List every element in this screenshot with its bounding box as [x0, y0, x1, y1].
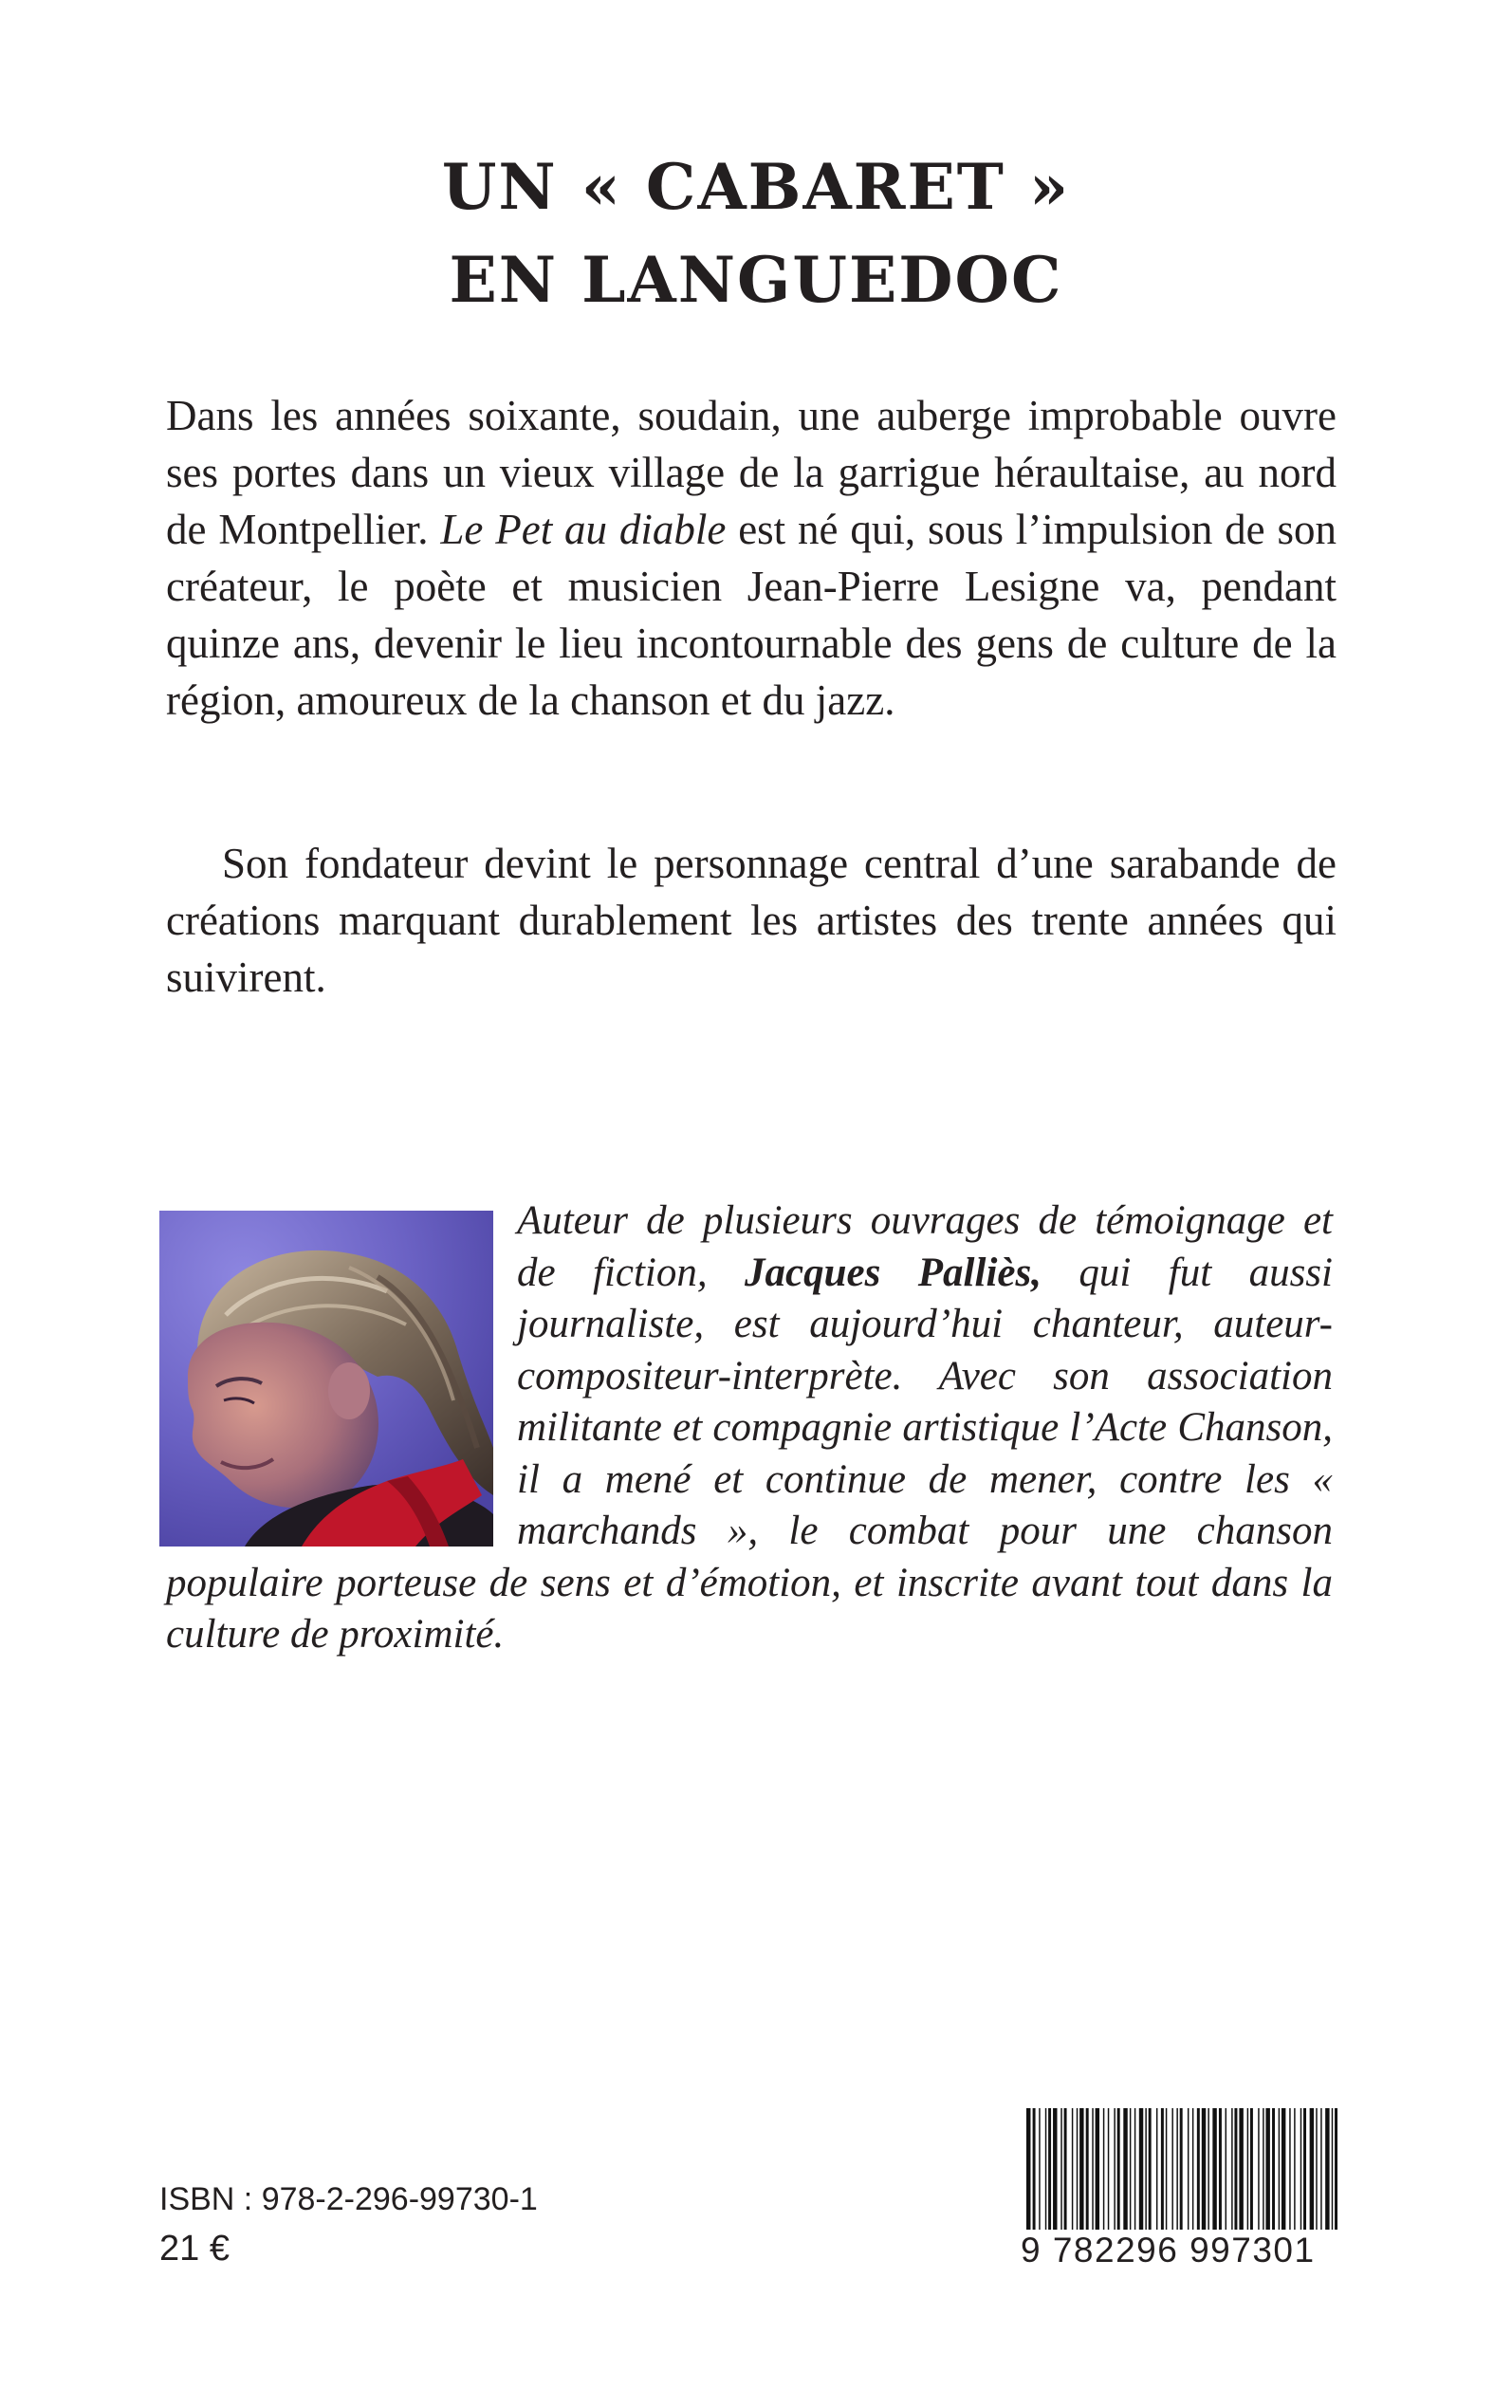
barcode-bar	[1108, 2108, 1109, 2230]
barcode-bar	[1289, 2108, 1290, 2230]
barcode-bar	[1060, 2108, 1061, 2230]
barcode-bar	[1134, 2108, 1135, 2230]
barcode-bar	[1247, 2108, 1248, 2230]
barcode-bar	[1176, 2108, 1177, 2230]
author-name: Jacques Palliès,	[745, 1250, 1042, 1295]
description-text-1: Dans les années soixante, soudain, une auberge improbable ouvre ses portes dans un vieux village de la garrigue héraultaise, au nord de Montpellier.	[166, 392, 1337, 553]
barcode-bar	[1250, 2108, 1253, 2230]
barcode-bar	[1123, 2108, 1127, 2230]
barcode-bar	[1064, 2108, 1067, 2230]
barcode-bar	[1212, 2108, 1216, 2230]
isbn-text: ISBN : 978-2-296-99730-1	[159, 2181, 538, 2217]
barcode-bar	[1282, 2108, 1285, 2230]
author-bio	[166, 1195, 1333, 1661]
photo-spacer	[166, 1195, 517, 1552]
barcode-bar	[1045, 2108, 1046, 2230]
barcode-bar	[1303, 2108, 1306, 2230]
barcode-bar	[1072, 2108, 1073, 2230]
cabaret-name: Le Pet au diable	[440, 506, 727, 553]
barcode-bar	[1234, 2108, 1237, 2230]
barcode-bar	[1272, 2108, 1275, 2230]
barcode-bar	[1166, 2108, 1167, 2230]
description-text-2: est né qui, sous l’impulsion de son créateur, le poète et musicien Jean-Pierre Lesigne va, pendant quinze ans, devenir le lieu incontournable des gens de culture de la région, amoureux de la chanson et du jazz.	[166, 506, 1337, 724]
bio-text-2: qui fut aussi journaliste, est aujourd’hui chanteur, auteur-compositeur-interprète. Avec son association militante et compagnie artistique l’Acte Chanson, il a mené et continue de mener, contre les « marchands », le combat pour une chanson populaire porteuse de sens et d’émotion, et inscrite avant tout dans la culture de proximité.	[166, 1250, 1333, 1657]
barcode-bar	[1139, 2108, 1143, 2230]
barcode-bar	[1161, 2108, 1164, 2230]
barcode-bar	[1219, 2108, 1222, 2230]
bio-text-1: Auteur de plusieurs ouvrages de témoignage et de fiction,	[517, 1198, 1333, 1295]
barcode-bar	[1320, 2108, 1321, 2230]
barcode-bar	[1231, 2108, 1232, 2230]
barcode-bar	[1188, 2108, 1189, 2230]
description-paragraph-1	[166, 387, 1337, 729]
barcode-bar	[1310, 2108, 1314, 2230]
barcode-bar	[1149, 2108, 1152, 2230]
barcode-bar	[1145, 2108, 1146, 2230]
barcode-bar	[1048, 2108, 1051, 2230]
barcode-bar	[1192, 2108, 1193, 2230]
barcode-bar	[1053, 2108, 1057, 2230]
title-line-2: EN LANGUEDOC	[449, 243, 1063, 317]
barcode-bar	[1096, 2108, 1099, 2230]
barcode-bar	[1325, 2108, 1329, 2230]
barcode-bar	[1079, 2108, 1083, 2230]
barcode-bar	[1077, 2108, 1078, 2230]
barcode-bar	[1103, 2108, 1104, 2230]
barcode-bar	[1130, 2108, 1131, 2230]
title-line-1: UN « CABARET »	[441, 150, 1071, 224]
barcode-bar	[1092, 2108, 1093, 2230]
barcode-bar	[1171, 2108, 1172, 2230]
barcode-bar	[1300, 2108, 1301, 2230]
barcode-bar	[1086, 2108, 1089, 2230]
barcode-digits: 9 782296 997301	[1021, 2230, 1339, 2271]
barcode-bar	[1294, 2108, 1295, 2230]
barcode-bar	[1197, 2108, 1200, 2230]
barcode-bar	[1114, 2108, 1115, 2230]
barcode-bar	[1239, 2108, 1243, 2230]
barcode-bar	[1202, 2108, 1206, 2230]
book-title	[0, 140, 1512, 326]
barcode-bar	[1316, 2108, 1317, 2230]
price-text: 21 €	[159, 2229, 230, 2269]
barcode-bar	[1279, 2108, 1280, 2230]
barcode-bar	[1258, 2108, 1259, 2230]
description-paragraph-2: Son fondateur devint le personnage central d’une sarabande de créations marquant durablement les artistes des trente années qui suivirent.	[166, 840, 1337, 1001]
barcode-bar	[1039, 2108, 1040, 2230]
barcode-bar	[1156, 2108, 1157, 2230]
barcode-bar	[1117, 2108, 1120, 2230]
barcode-bar	[1265, 2108, 1269, 2230]
